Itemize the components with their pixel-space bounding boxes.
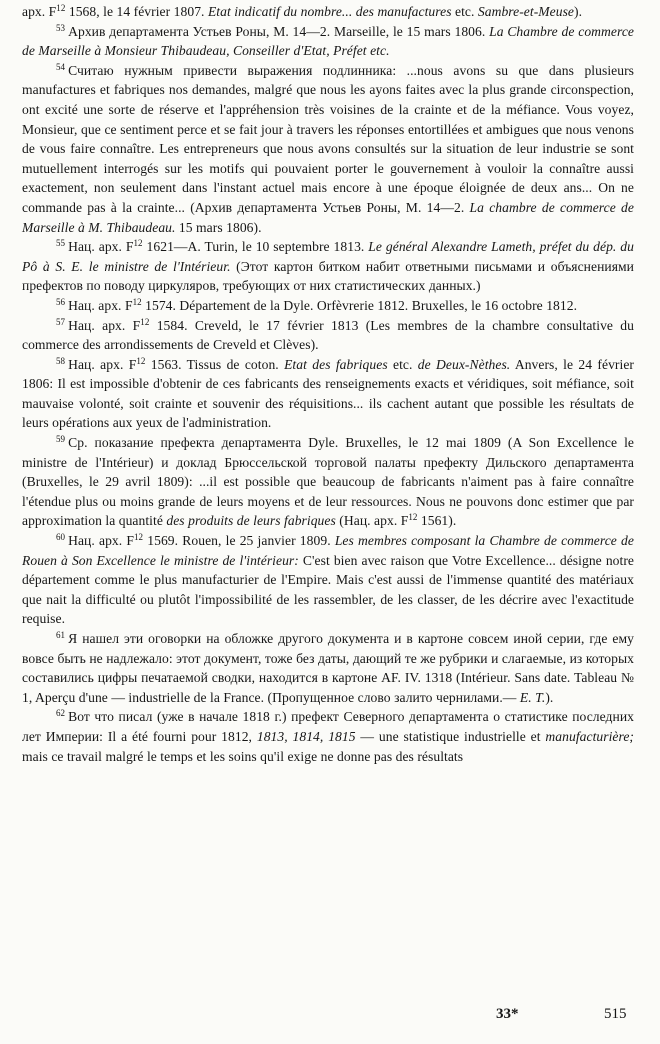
footnote-54 xyxy=(22,61,634,237)
italic-text: de Deux-Nèthes. xyxy=(417,356,511,372)
footnote-number: 55 xyxy=(56,238,66,249)
text-run: 1568, le 14 février 1807. xyxy=(65,4,208,19)
text-run: 1569. Rouen, le 25 janvier 1809. xyxy=(143,533,335,549)
text-run: Ср. показание префекта департамента Dyle. Bruxelles, le 12 mai 1809 (A Son Excellence le ministre de l'Intérieur) и доклад Брюссельской торговой палаты префекту Дильского департамента (Bruxelles, le 29 avril 1809): ...il est possible que beaucoup de fabricants n'aiment pas à faire connaître l'étendue plus ou moins grande de leurs moyens et de leur ressources. Nous ne pouvons donc estimer que par approximation la quantité xyxy=(22,435,634,529)
text-run: 1574. Département de la Dyle. Orfèvrerie 1812. Bruxelles, le 16 octobre 1812. xyxy=(141,297,578,313)
text-run: Нац. арх. F xyxy=(68,297,133,313)
italic-text: 1813, 1814, 1815 xyxy=(256,728,356,744)
text-run: Считаю нужным привести выражения подлинника: ...nous avons su que dans plusieurs manufactures et fabriques nos demandes, malgré que nous les ayons faites avec la plus grande circonspection, ont excité une sorte de réserve et l'appréhension très voisines de la crainte et de la méfiance. Vous voyez, Monsieur, que ce sentiment perce et se fait jour à travers les réponses entortillées et ambigues que nous venons de vous faire connaître. Les entrepreneurs que nous avons consultés sur la situation de leur industrie se sont mutuellement interrogés sur les motifs qui pouvaient porter le gouvernement à vouloir la connaître aussi exactement, non seulement dans l'instant actuel mais encore à une époque éloignée de deux ans... On ne commande pas à la crainte... (Архив департамента Устьев Роны, М. 14—2. xyxy=(22,62,634,215)
footnote-58 xyxy=(22,355,634,433)
text-run: 1621—A. Turin, le 10 septembre 1813. xyxy=(142,239,369,255)
italic-text: Le général Alexandre Lameth, préfet du dép. du Pô à S. E. le ministre de l'Intérieur. xyxy=(22,239,634,274)
text-run: 1584. Creveld, le 17 février 1813 (Les membres de la chambre consultative du commerce des arrondissements de Creveld et Clèves). xyxy=(22,317,634,353)
footnote-number: 53 xyxy=(56,22,66,33)
footnote-number: 60 xyxy=(56,532,66,543)
italic-text: Etat des fabriques xyxy=(284,356,388,372)
page-number: 515 xyxy=(604,1006,627,1022)
fonds-superscript: 12 xyxy=(56,3,66,13)
italic-text: Е. Т. xyxy=(519,689,546,705)
footnote-61 xyxy=(22,629,634,707)
text-run: Я нашел эти оговорки на обложке другого документа и в картоне совсем иной серии, где ему вовсе быть не надлежало: этот документ, тоже без даты, дающий те же рубрики и слагаемые, из которых составились цифры печатаемой сводки, находится в картоне AF. IV. 1318 (Intérieur. Sans date. Tableau № 1, Aperçu d'une — industrielle de la France. (Пропущенное слово залито чернилами.— xyxy=(22,631,634,705)
italic-text: Les membres composant la Chambre de commerce de Rouen à Son Excellence le ministre de l'intérieur: xyxy=(22,533,634,568)
text-run: Нац. арх. F xyxy=(68,317,141,333)
footnotes xyxy=(22,2,634,766)
footnote-62 xyxy=(22,707,634,766)
fonds-superscript: 12 xyxy=(132,296,142,307)
text-run: C'est bien avec raison que Votre Excellence... désigne notre département comme le plus manufacturier de l'Empire. Mais c'est aussi de l'immense quantité des matériaux que nait la difficulté ou plutôt l'impossibilité de les rassembler, de les classer, de les décrire avec l'exactitude requise. xyxy=(22,552,634,627)
text-run: (Нац. арх. F xyxy=(335,513,409,529)
text-run: mais ce travail malgré le temps et les soins qu'il exige ne donne pas des résultats xyxy=(22,748,464,764)
footnote-57 xyxy=(22,316,634,355)
footnote-number: 57 xyxy=(56,316,66,327)
footnote-number: 54 xyxy=(56,61,66,72)
fonds-superscript: 12 xyxy=(140,316,150,327)
text-run: 1561). xyxy=(417,513,457,529)
footnote-60 xyxy=(22,531,634,629)
signature-mark: 33* xyxy=(496,1006,519,1022)
text-run: Нац. арх. F xyxy=(68,356,137,372)
fonds-superscript: 12 xyxy=(134,532,144,543)
text-run: etc. xyxy=(387,356,418,372)
text-run: Нац. арх. F xyxy=(68,239,134,255)
footnote-number: 58 xyxy=(56,355,66,366)
footnote-59 xyxy=(22,433,634,531)
italic-text: La Chambre de commerce de Marseille à Monsieur Thibaudeau, Conseiller d'Etat, Préfet etc. xyxy=(22,23,634,59)
text-run: Нац. арх. F xyxy=(68,533,134,549)
footnote-continuation xyxy=(22,2,634,22)
text-run: etc. xyxy=(451,4,478,19)
footnote-number: 56 xyxy=(56,296,66,307)
fonds-superscript: 12 xyxy=(133,238,143,249)
italic-text: La chambre de commerce de Marseille à M. Thibaudeau. xyxy=(22,199,634,235)
text-run: 15 mars 1806). xyxy=(175,219,262,235)
italic-text: Sambre-et-Meuse xyxy=(477,4,575,19)
fonds-superscript: 12 xyxy=(408,512,418,523)
fonds-superscript: 12 xyxy=(136,355,146,366)
italic-text: des produits de leurs fabriques xyxy=(166,513,336,529)
text-run: (Этот картон битком набит ответными письмами и объяснениями префектов по поводу циркуляров, требующих от них статистических данных.) xyxy=(22,258,635,294)
text-run: ). xyxy=(545,689,554,705)
text-run: — une statistique industrielle et xyxy=(355,728,546,744)
italic-text: manufacturière; xyxy=(545,728,634,744)
text-run: ). xyxy=(574,4,583,19)
text-run: 1563. Tissus de coton. xyxy=(145,356,285,372)
footnote-number: 59 xyxy=(56,434,66,445)
text-run: арх. F xyxy=(22,4,57,19)
footnote-55 xyxy=(22,237,634,296)
italic-text: Etat indicatif du nombre... des manufactures xyxy=(207,4,452,19)
footnote-53 xyxy=(22,22,634,61)
text-run: Архив департамента Устьев Роны, М. 14—2. Marseille, le 15 mars 1806. xyxy=(68,23,490,39)
footnote-number: 61 xyxy=(56,630,66,640)
footnote-number: 62 xyxy=(56,708,66,719)
footnote-56 xyxy=(22,296,634,316)
text-run: Вот что писал (уже в начале 1818 г.) префект Северного департамента о статистике последних лет Империи: Il a été fourni pour 1812, xyxy=(22,709,634,744)
text-run: Anvers, le 24 février 1806: Il est impossible d'obtenir de ces fabricants des renseignements exacts et véridiques, soit méfiance, soit mauvaise volonté, soit crainte et souvenir des réquisitions... ils cachent autant que possible les résultats de leurs opérations aux yeux de l'administration. xyxy=(22,356,634,431)
